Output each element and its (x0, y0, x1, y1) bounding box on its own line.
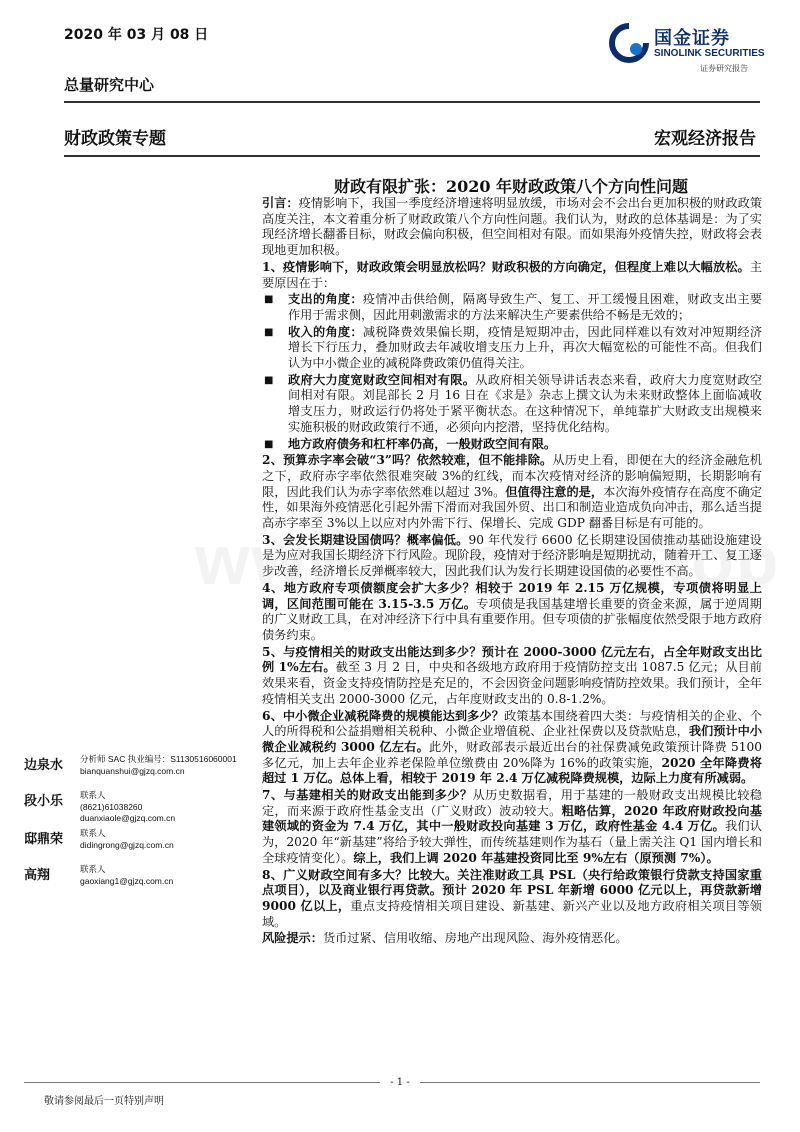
question-3 (262, 533, 762, 580)
q4-text: 专项债是我国基建增长重要的资金来源，属于逆周期的广义财政工具，在对冲经济下行中具有重要作用。但专项债的扩张幅度依然受限于地方政府债务约束。 (262, 596, 762, 642)
analyst-email[interactable]: duanxiaole@gjzq.com.cn (80, 813, 176, 823)
q4-heading: 4、地方政府专项债额度会扩大多少？相较于 2019 年 2.15 万亿规模，专项债将明显上调，区间范围可能在 3.15-3.5 万亿。 (262, 580, 762, 611)
bullet-heading: 支出的角度： (288, 292, 363, 307)
bullet-text: 减税降费效果偏长期，疫情是短期冲击，因此同样难以有效对冲短期经济增长下行压力，叠加财政去年减收增支压力上升，再次大幅宽松的可能性不高。但我们认为中小微企业的减税降费政策仍值得关注。 (288, 324, 763, 371)
analyst-role: 联系人 (80, 828, 106, 838)
brand-name-en: SINOLINK SECURITIES (654, 48, 765, 59)
brand-name-cn: 国金证券 (654, 28, 730, 49)
question-5 (262, 645, 762, 708)
bullet-item (262, 325, 762, 372)
report-body (262, 196, 762, 948)
analyst-role: 联系人 (80, 864, 106, 874)
q2-text-2: 本次海外疫情存在高度不确定性，如果海外疫情恶化引起外需下滑而对我国外贸、出口和制造业造成负向冲击，那么适当提高赤字率至 3%以上以应对内外需下行、保增长、完成 GDP 翻番目标是有可能的。 (262, 484, 763, 531)
report-type: 宏观经济报告 (654, 129, 756, 149)
q6-emphasis-2: 2020 全年降费将超过 1 万亿。总体上看，相较于 2019 年 2.4 万亿减税降费规模，边际上力度有所减弱。 (262, 755, 762, 786)
analyst-name: 高翔 (24, 868, 51, 883)
q7-emphasis-2: 综上，我们上调 2020 年基建投资同比至 9%左右（原预测 7%）。 (353, 850, 719, 865)
q2-emphasis: 但值得注意的是， (505, 484, 604, 499)
bullet-item (262, 373, 762, 436)
q3-heading: 3、会发长期建设国债吗？概率偏低。 (262, 532, 469, 547)
q5-heading: 5、与疫情相关的财政支出能达到多少？预计在 2000-3000 亿元左右，占全年财政支出比例 1%左右。 (262, 644, 762, 675)
analyst-name: 邸鼎荣 (24, 832, 64, 847)
q2-heading: 2、预算赤字率会破“3”吗？依然较难，但不能排除。 (262, 453, 553, 468)
q7-emphasis: 粗略估算，2020 年政府财政投向基建领域的资金为 7.4 万亿，其中一般财政投向基建 3 万亿，政府性基金 4.4 万亿。 (262, 803, 763, 834)
q6-heading: 6、中小微企业减税降费的规模能达到多少？ (262, 708, 505, 723)
intro-paragraph (262, 196, 762, 259)
analyst-info (80, 754, 237, 777)
q8-text: 重点支持疫情相关项目建设、新基建、新兴产业以及地方政府相关项目等领域。 (262, 898, 762, 929)
analyst-role: 联系人 (80, 790, 106, 800)
bullet-text: 从政府相关领导讲话表态来看，政府大力度宽财政空间相对有限。刘昆部长 2 月 16 日在《求是》杂志上撰文认为未来财政整体上面临减收增支压力，财政运行仍将处于紧平衡状态。在这种情况下，单纯靠扩大财政支出规模来实施积极的财政政策行不通，必须向内挖潜，坚持优化结构。 (288, 372, 763, 434)
question-2 (262, 453, 762, 532)
report-series: 财政政策专题 (64, 129, 166, 149)
bullet-item (262, 292, 762, 323)
risk-text: 货币过紧、信用收缩、房地产出现风险、海外疫情恶化。 (322, 931, 628, 946)
q5-text: 截至 3 月 2 日，中央和各级地方政府用于疫情防控支出 1087.5 亿元；从目前效果来看，资金支持疫情防控是充足的，不会因资金问题影响疫情防控效果。我们预计，全年疫情相关支出 2000-3000 亿元，占年度财政支出的 0.8-1.2%。 (262, 660, 762, 706)
bullet-heading: 政府大力度宽财政空间相对有限。 (288, 372, 476, 387)
analyst-name: 边泉水 (24, 758, 64, 773)
analyst-phone: (8621)61038260 (80, 801, 143, 812)
bullet-item (262, 437, 762, 453)
q7-text-2: 我们认为，2020 年“新基建”将给予较大弹性，而传统基建则作为基石（量上需关注 Q1 国内增长和全球疫情变化）。 (262, 819, 762, 865)
logo-mark-icon (608, 22, 650, 64)
analyst-info (80, 864, 173, 887)
q6-emphasis: 我们预计中小微企业减税约 3000 亿左右。 (262, 724, 763, 754)
header-rule (64, 101, 760, 103)
q6-text: 政策基本围绕着四大类：与疫情相关的企业、个人的所得税和公益捐赠相关税种、小微企业增值税、企业社保费以及贷款贴息， (262, 708, 763, 739)
page-number: - 1 - (380, 1077, 420, 1088)
brand-subtitle: 证券研究报告 (700, 64, 748, 73)
analyst-email[interactable]: bianquanshui@gjzq.com.cn (80, 765, 185, 776)
question-8 (262, 868, 762, 931)
q1-text: 主要原因在于： (262, 259, 762, 290)
bullet-text: 疫情冲击供给侧，隔离导致生产、复工、开工缓慢且困难，财政支出主要作用于需求侧，因此用刺激需求的方法来解决生产要素供给不畅是无效的； (288, 292, 763, 322)
analyst-info (80, 790, 175, 825)
footer-disclaimer: 敬请参阅最后一页特别声明 (44, 1096, 164, 1107)
analyst-role: 分析师 SAC 执业编号：S1130516060001 (80, 754, 237, 764)
report-title: 财政有限扩张：2020 年财政政策八个方向性问题 (333, 177, 689, 196)
q3-text: 90 年代发行 6600 亿长期建设国债推动基础设施建设是为应对我国长期经济下行风险。现阶段，疫情对于经济影响是短期扰动，随着开工、复工逐步改善，经济增长反弹概率较大，因此我们认为发行长期建设国债的必要性不高。 (262, 532, 762, 579)
q7-heading: 7、与基建相关的财政支出能到多少？ (262, 788, 473, 803)
risk-label: 风险提示： (262, 931, 323, 946)
q2-text: 从历史上看，即便在大的经济金融危机之下，政府赤字率依然很难突破 3%的红线，而本次疫情对经济的影响偏短期，长期影响有限，因此我们认为赤字率依然难以超过 3%。 (262, 453, 763, 499)
intro-label: 引言： (262, 196, 299, 210)
question-4 (262, 581, 762, 644)
intro-text: 疫情影响下，我国一季度经济增速将明显放缓，市场对会不会出台更加积极的财政政策高度关注，本文着重分析了财政政策八个方向性问题。我们认为，财政的总体基调是：为了实现经济增长翻番目标，财政会偏向积极，但空间相对有限。而如果海外疫情失控，财政将会表现地更加积极。 (262, 196, 763, 258)
q6-text-2: 此外，财政部表示最近出台的社保费减免政策预计降费 5100 多亿元，加上去年企业养老保险单位缴费由 20%降为 16%的政策实施， (262, 739, 763, 770)
analyst-name: 段小乐 (24, 794, 64, 809)
analyst-email[interactable]: gaoxiang1@gjzq.com.cn (80, 875, 174, 886)
department: 总量研究中心 (64, 76, 155, 94)
question-6 (262, 709, 762, 788)
q1-heading: 1、疫情影响下，财政政策会明显放松吗？财政积极的方向确定，但程度上难以大幅放松。 (262, 259, 750, 274)
risk-warning (262, 931, 762, 947)
question-1 (262, 260, 762, 291)
q8-heading: 8、广义财政空间有多大？比较大。关注准财政工具 PSL（央行给政策银行贷款支持国家重点项目），以及商业银行再贷款。预计 2020 年 PSL 年新增 6000 亿元以上，再贷款新增 9000 亿以上， (262, 867, 762, 913)
question-7 (262, 788, 762, 867)
bullet-heading: 收入的角度： (288, 324, 363, 339)
analyst-info (80, 828, 174, 851)
report-date: 2020 年 03 月 08 日 (64, 27, 209, 43)
q7-text: 从历史数据看，用于基建的一般财政支出规模比较稳定，而来源于政府性基金支出（广义财政）波动较大。 (262, 788, 762, 818)
analyst-email[interactable]: didingrong@gjzq.com.cn (80, 839, 174, 850)
bullet-heading: 地方政府债务和杠杆率仍高，一般财政空间有限。 (288, 436, 557, 451)
header-rule-2 (64, 155, 760, 157)
